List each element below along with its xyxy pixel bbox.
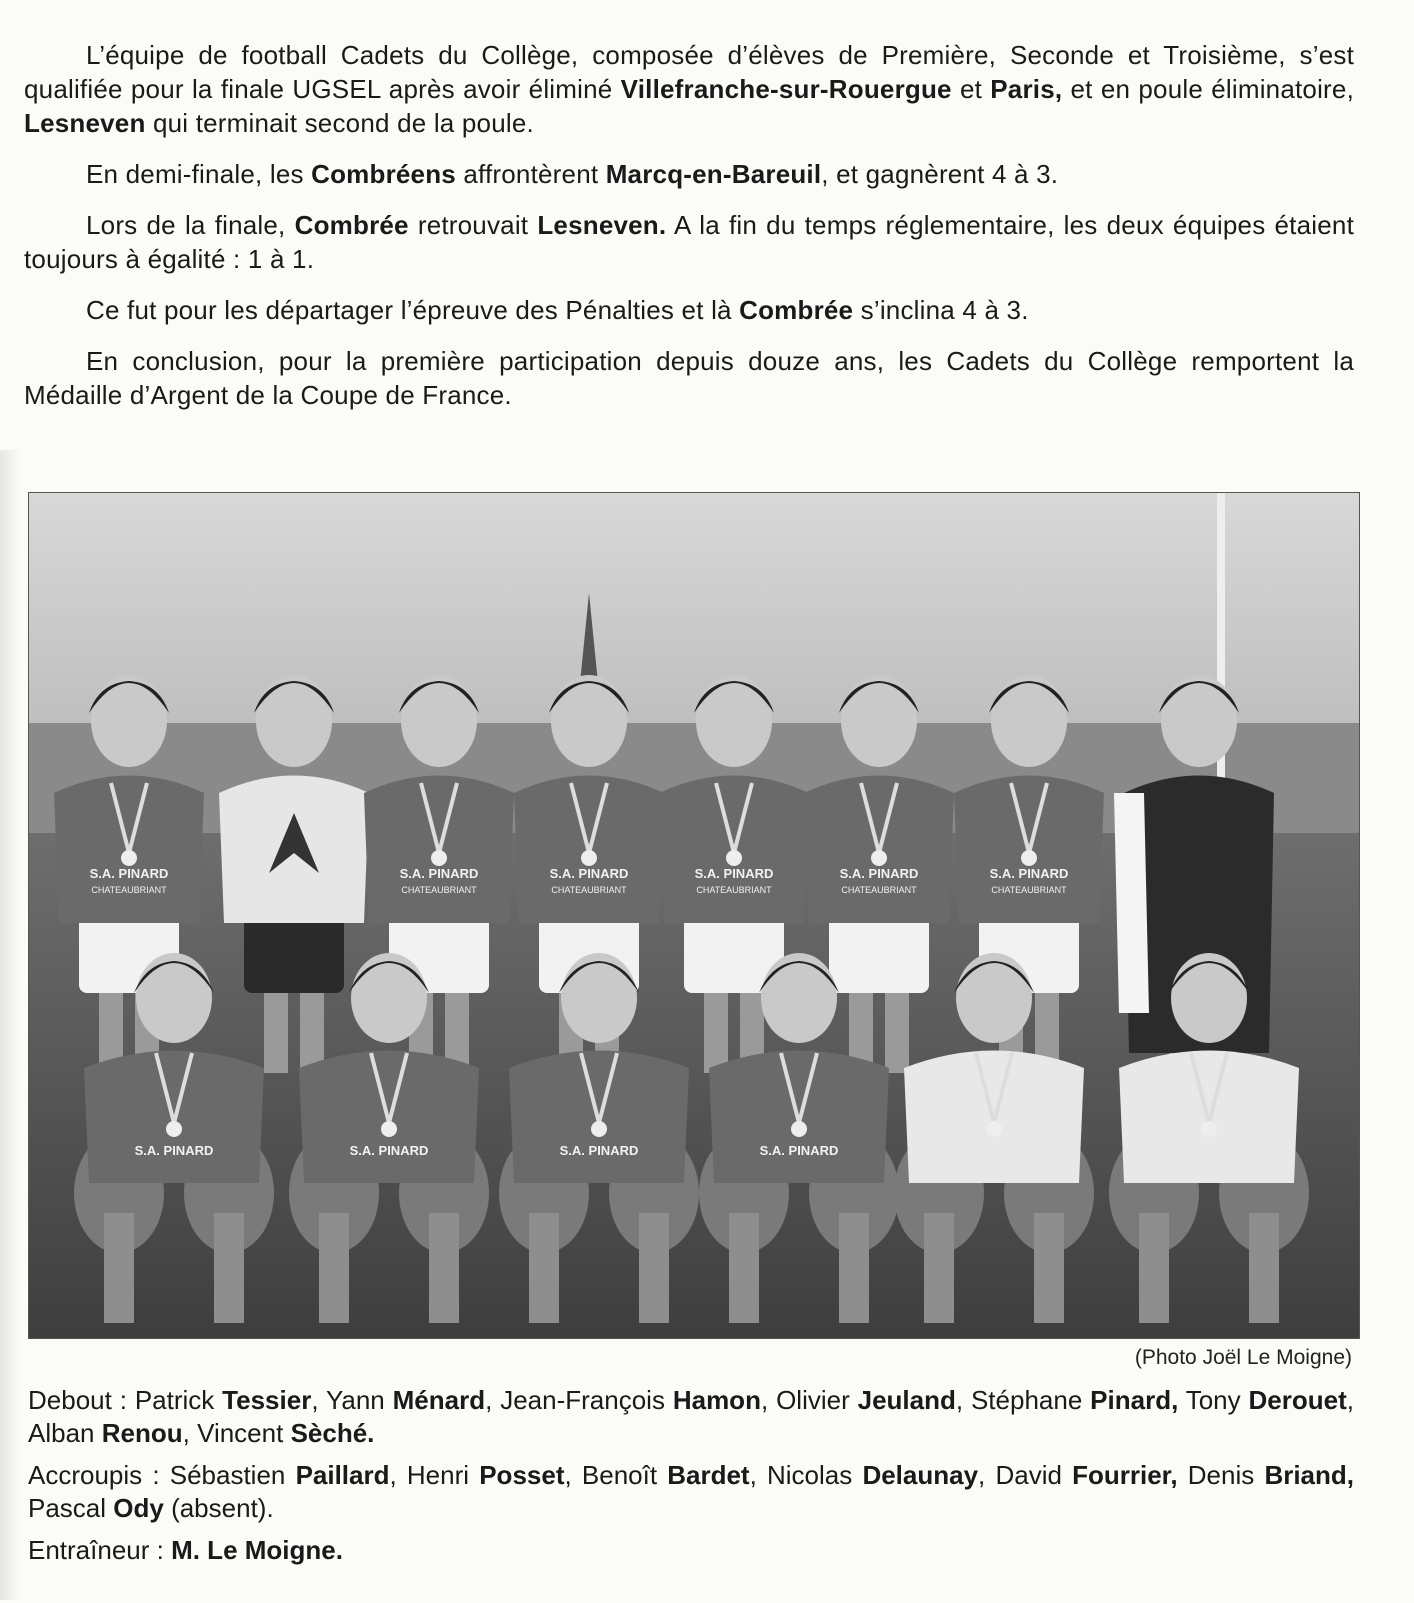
player-last-name: Paillard <box>295 1460 390 1490</box>
player-last-name: Ménard <box>392 1385 486 1415</box>
paragraph-conclusion <box>24 344 1354 412</box>
shirt-sponsor-text: S.A. PINARD <box>559 1143 639 1158</box>
separator: (absent). <box>163 1493 274 1523</box>
shirt-sponsor-text: S.A. PINARD <box>399 866 479 881</box>
player-first-name: Patrick <box>134 1385 223 1415</box>
separator <box>1178 1385 1185 1415</box>
paragraph-semifinal <box>24 157 1354 191</box>
player-last-name: Posset <box>479 1460 565 1490</box>
player-first-name: Alban <box>28 1418 102 1448</box>
shirt-sponsor-text: S.A. PINARD <box>989 866 1069 881</box>
text: s’inclina 4 à 3. <box>853 295 1029 325</box>
separator: , <box>564 1460 582 1490</box>
text: Lors de la finale, <box>86 210 295 240</box>
article-body <box>24 38 1354 429</box>
caption-label: Debout : <box>28 1385 135 1415</box>
player-last-name: Renou <box>101 1418 183 1448</box>
separator <box>1178 1460 1188 1490</box>
shirt-city-text: CHATEAUBRIANT <box>841 885 917 895</box>
player-first-name: Benoît <box>581 1460 668 1490</box>
separator: , <box>978 1460 996 1490</box>
photo-captions <box>28 1384 1354 1576</box>
shirt-city-text: CHATEAUBRIANT <box>91 885 167 895</box>
separator: , <box>485 1385 501 1415</box>
team-name: Villefranche-sur-Rouergue <box>620 74 952 104</box>
player-last-name: Delaunay <box>862 1460 979 1490</box>
player-first-name: Vincent <box>197 1418 291 1448</box>
shirt-sponsor-text: S.A. PINARD <box>134 1143 214 1158</box>
photo-credit: (Photo Joël Le Moigne) <box>1134 1346 1352 1369</box>
separator: , <box>749 1460 767 1490</box>
player-last-name: Pinard, <box>1090 1385 1179 1415</box>
caption-standing <box>28 1384 1354 1450</box>
player-first-name: Pascal <box>28 1493 114 1523</box>
team-name: Lesneven. <box>537 210 667 240</box>
player-last-name: Briand, <box>1264 1460 1355 1490</box>
text: En demi-finale, les <box>86 159 312 189</box>
player-first-name: Denis <box>1187 1460 1265 1490</box>
text: et en poule éliminatoire, <box>1062 74 1355 104</box>
separator: , <box>311 1385 326 1415</box>
caption-coach <box>28 1534 1354 1567</box>
text: A la fin du temps réglementaire, les deux équipes étaient toujours à égalité : 1 à 1. <box>24 210 1354 274</box>
caption-label: Entraîneur : <box>28 1535 172 1565</box>
player-last-name: Derouet <box>1248 1385 1347 1415</box>
shirt-city-text: CHATEAUBRIANT <box>991 885 1067 895</box>
text: affrontèrent <box>455 159 606 189</box>
shirt-city-text: CHATEAUBRIANT <box>401 885 477 895</box>
text: et <box>951 74 991 104</box>
team-photo <box>28 492 1360 1339</box>
team-name: Paris, <box>990 74 1063 104</box>
text: retrouvait <box>408 210 538 240</box>
caption-crouching <box>28 1459 1354 1525</box>
caption-label: Accroupis : <box>28 1460 170 1490</box>
team-name: Marcq-en-Bareuil <box>605 159 822 189</box>
text: Ce fut pour les départager l’épreuve des Pénalties et là <box>86 295 740 325</box>
player-last-name: Sèché. <box>290 1418 375 1448</box>
shirt-city-text: CHATEAUBRIANT <box>696 885 772 895</box>
shirt-sponsor-text: S.A. PINARD <box>549 866 629 881</box>
player-last-name: Bardet <box>667 1460 750 1490</box>
shirt-sponsor-text: S.A. PINARD <box>839 866 919 881</box>
player-last-name: Ody <box>113 1493 164 1523</box>
player-first-name: David <box>995 1460 1073 1490</box>
player-last-name: Tessier <box>222 1385 312 1415</box>
separator: , <box>1346 1385 1354 1415</box>
player-first-name: Henri <box>406 1460 480 1490</box>
player-first-name: Sébastien <box>169 1460 296 1490</box>
separator: , <box>955 1385 971 1415</box>
text: En conclusion, pour la première participation depuis douze ans, les Cadets du Collège remportent la Médaille d’Argent de la Coupe de France. <box>24 346 1354 410</box>
player-last-name: Fourrier, <box>1072 1460 1178 1490</box>
scan-edge-shadow <box>0 450 22 1600</box>
player-first-name: Tony <box>1185 1385 1249 1415</box>
text: L’équipe de football Cadets du Collège, composée d’élèves de Première, Seconde et Troisième, s’est qualifiée pour la finale UGSEL après avoir éliminé <box>24 40 1354 104</box>
team-name: Combrée <box>739 295 854 325</box>
coach-name: M. Le Moigne. <box>171 1535 343 1565</box>
team-name: Lesneven <box>24 108 146 138</box>
team-name: Combrée <box>294 210 409 240</box>
text: qui terminait second de la poule. <box>145 108 534 138</box>
text: , et gagnèrent 4 à 3. <box>821 159 1059 189</box>
separator: , <box>389 1460 407 1490</box>
player-last-name: Hamon <box>672 1385 761 1415</box>
paragraph-penalties <box>24 293 1354 327</box>
separator: , <box>760 1385 777 1415</box>
shirt-sponsor-text: S.A. PINARD <box>759 1143 839 1158</box>
separator: , <box>182 1418 198 1448</box>
player-first-name: Jean-François <box>500 1385 673 1415</box>
player-first-name: Olivier <box>776 1385 858 1415</box>
shirt-sponsor-text: S.A. PINARD <box>349 1143 429 1158</box>
paragraph-final <box>24 208 1354 276</box>
shirt-sponsor-text: S.A. PINARD <box>694 866 774 881</box>
player-first-name: Nicolas <box>767 1460 863 1490</box>
paragraph-qualification <box>24 38 1354 140</box>
player-first-name: Yann <box>325 1385 393 1415</box>
team-name: Combréens <box>311 159 456 189</box>
player-last-name: Jeuland <box>857 1385 956 1415</box>
shirt-city-text: CHATEAUBRIANT <box>551 885 627 895</box>
team-photo-illustration <box>29 493 1359 1338</box>
shirt-sponsor-text: S.A. PINARD <box>89 866 169 881</box>
player-first-name: Stéphane <box>970 1385 1091 1415</box>
